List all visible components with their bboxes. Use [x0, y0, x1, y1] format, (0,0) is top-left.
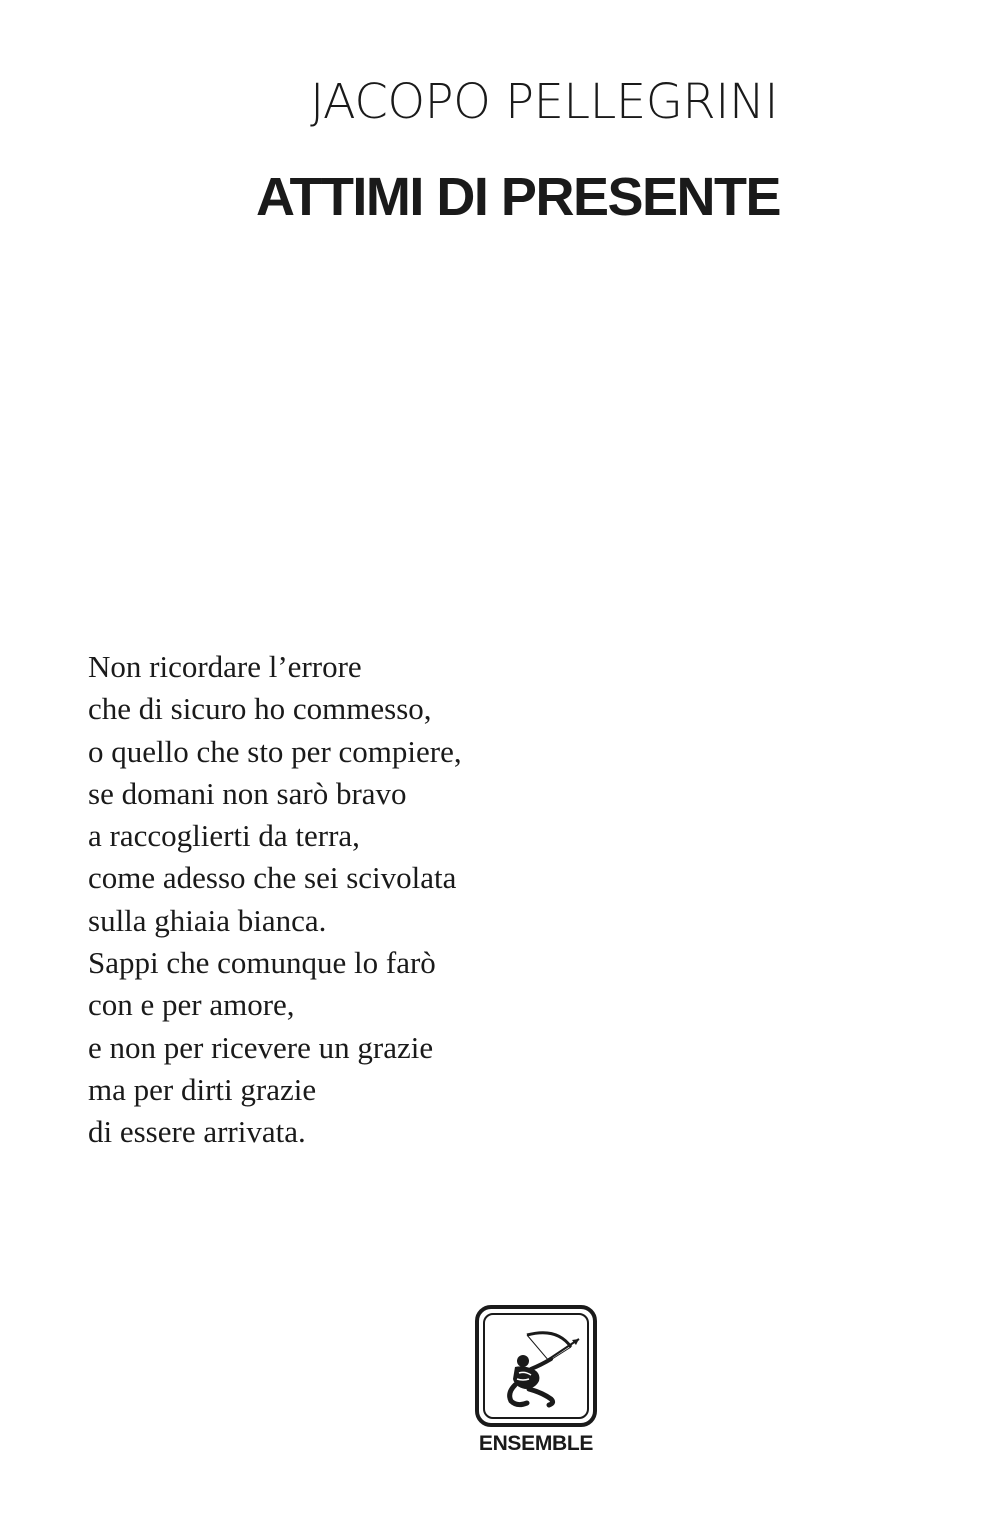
poem-line: o quello che sto per compiere,	[88, 733, 462, 769]
poem-line: se domani non sarò bravo	[88, 775, 407, 811]
poem-line: ma per dirti grazie	[88, 1071, 317, 1107]
archer-figure-icon	[479, 1309, 593, 1423]
book-title: ATTIMI DI PRESENTE	[255, 167, 780, 227]
poem-line: con e per amore,	[88, 987, 295, 1023]
poem-line: sulla ghiaia bianca.	[88, 902, 327, 938]
poem-line: e non per ricevere un grazie	[88, 1029, 434, 1065]
poem-line: Non ricordare l’errore	[88, 649, 362, 684]
poem-line: Sappi che comunque lo farò	[88, 945, 436, 981]
publisher-name: ENSEMBLE	[478, 1432, 594, 1455]
poem-line: di essere arrivata.	[88, 1114, 306, 1150]
archer-logo-icon	[475, 1305, 597, 1427]
poem-line: che di sicuro ho commesso,	[88, 691, 432, 727]
author-name: JACOPO PELLEGRINI	[310, 74, 778, 130]
poem-line: a raccoglierti da terra,	[88, 818, 360, 854]
poem	[88, 646, 462, 1154]
poem-line: come adesso che sei scivolata	[88, 860, 457, 896]
